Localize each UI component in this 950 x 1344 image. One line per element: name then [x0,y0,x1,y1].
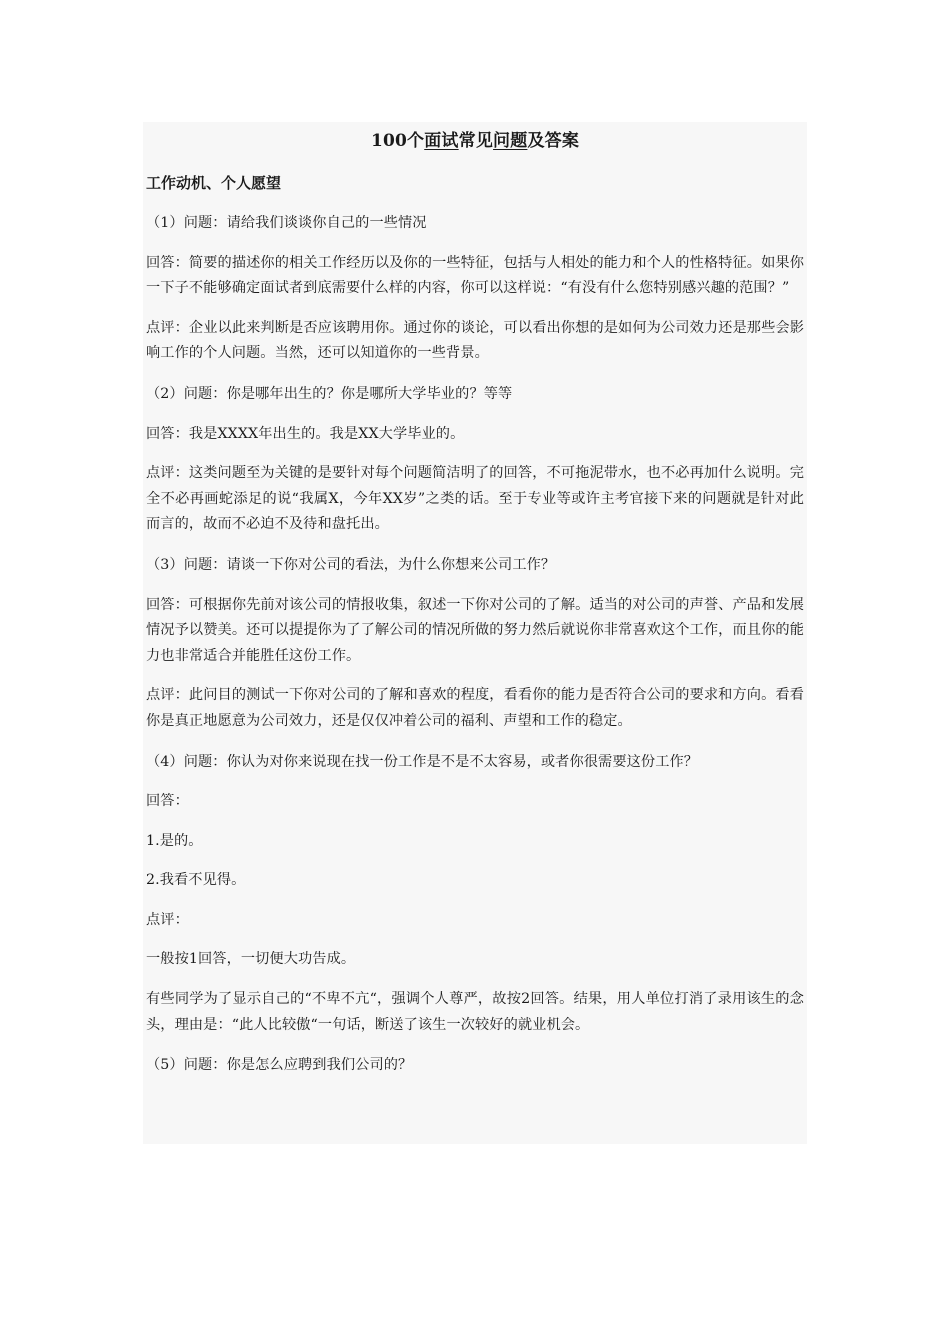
title-middle: 常见 [458,131,494,151]
question-4: （4）问题：你认为对你来说现在找一份工作是不是不太容易，或者你很需要这份工作？ [146,753,699,770]
comment-2: 点评：这类问题至为关键的是要针对每个问题简洁明了的回答，不可拖泥带水，也不必再加什么说明。完全不必再画蛇添足的说“我属X，今年XX岁”之类的话。至于专业等或许主考官接下来的问题就是针对此而言的，故而不必迫不及待和盘托出。 [146,465,804,533]
answer-2: 回答：我是XXXX年出生的。我是XX大学毕业的。 [146,425,465,442]
comment-1: 点评：企业以此来判断是否应该聘用你。通过你的谈论，可以看出你想的是如何为公司效力还是那些会影响工作的个人问题。当然，还可以知道你的一些背景。 [146,319,804,362]
answer-4-option-1: 1.是的。 [146,832,203,849]
comment-4-line-1: 一般按1回答，一切便大功告成。 [146,951,356,968]
comment-3: 点评：此问目的测试一下你对公司的了解和喜欢的程度，看看你的能力是否符合公司的要求和方向。看看你是真正地愿意为公司效力，还是仅仅冲着公司的福利、声望和工作的稳定。 [146,687,804,729]
comment-4-line-2: 有些同学为了显示自己的“不卑不亢“，强调个人尊严，故按2回答。结果，用人单位打消了录用该生的念头，理由是：“此人比较傲“一句话，断送了该生一次较好的就业机会。 [146,991,804,1033]
question-1: （1）问题：请给我们谈谈你自己的一些情况 [146,215,427,231]
answer-3: 回答：可根据你先前对该公司的情报收集，叙述一下你对公司的了解。适当的对公司的声誉、产品和发展情况予以赞美。还可以提提你为了了解公司的情况所做的努力然后就说你非常喜欢这个工作，而且你的能力也非常适合并能胜任这份工作。 [146,596,804,664]
answer-1: 回答：简要的描述你的相关工作经历以及你的一些特征，包括与人相处的能力和个人的性格特征。如果你一下子不能够确定面试者到底需要什么样的内容，你可以这样说：“有没有什么您特别感兴趣的范围？” [146,254,804,297]
answer-4-option-2: 2.我看不见得。 [146,872,246,889]
answer-4-label: 回答： [146,793,189,810]
title-suffix: 及答案 [527,131,580,151]
title-prefix: 100个 [370,131,425,151]
title-underlined-questions: 问题 [493,131,528,151]
question-2: （2）问题：你是哪年出生的？你是哪所大学毕业的？等等 [146,385,513,402]
question-5: （5）问题：你是怎么应聘到我们公司的？ [146,1057,413,1074]
document-page [143,122,807,1144]
document-title [146,122,804,162]
section-heading: 工作动机、个人愿望 [146,174,282,192]
title-underlined-interview: 面试 [424,131,459,151]
comment-4-label: 点评： [146,911,189,928]
question-3: （3）问题：请谈一下你对公司的看法，为什么你想来公司工作？ [146,556,556,573]
